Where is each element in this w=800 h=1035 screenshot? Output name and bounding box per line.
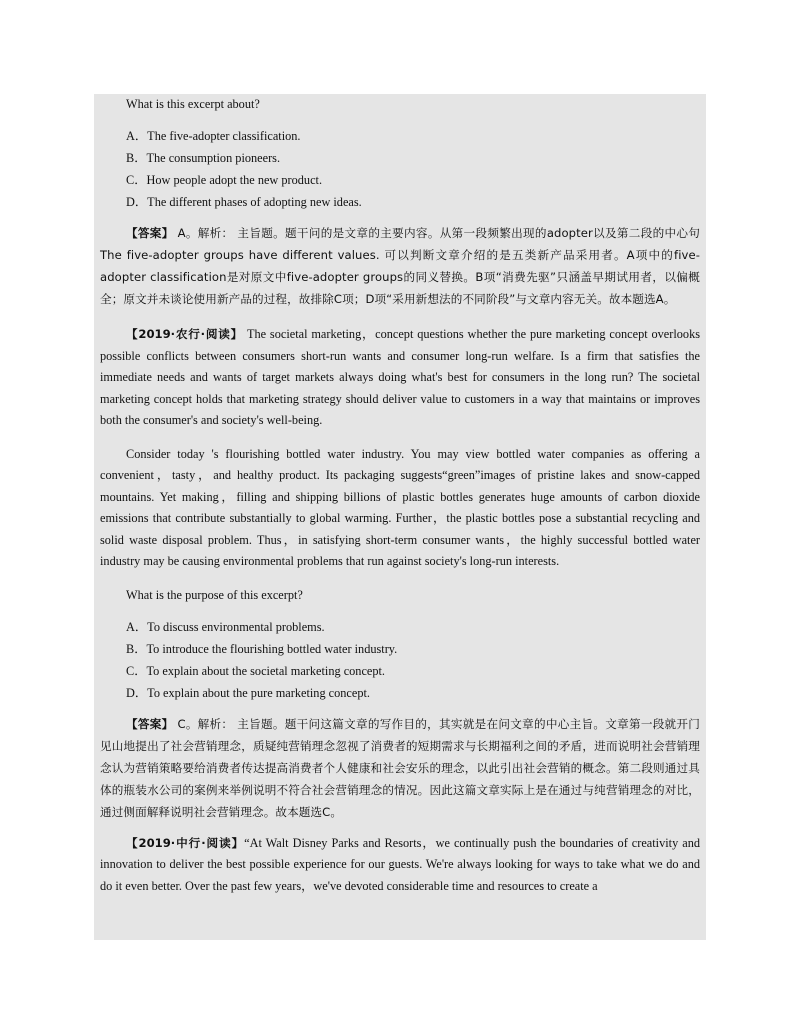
q1-option-d: D．The different phases of adopting new ideas. <box>126 195 362 209</box>
q1-answer-text: A。解析： 主旨题。题干问的是文章的主要内容。从第一段频繁出现的adopter以及第二段的中心句The five-adopter groups have different values. 可以判断文章介绍的是五类新产品采用者。A项中的five-adopter classification是对原文中five-adopter groups的同义替换。B项“消费先驱”只涵盖早期试用者，以偏概全；原文并未谈论使用新产品的过程，故排除C项；D项“采用新想法的不同阶段”与文章内容无关。故本题选A。 <box>100 226 700 306</box>
q2-option-b: B．To introduce the flourishing bottled water industry. <box>126 641 398 656</box>
q2-options <box>100 616 700 704</box>
q1-answer <box>100 222 700 310</box>
passage3-body: “At Walt Disney Parks and Resorts，we continually push the boundaries of creativity and innovation to deliver the best possible experience for our guests. We're always looking for ways to take what we do and do it even better. Over the past few years，we've devoted considerable time and resources to create a <box>100 835 700 893</box>
document-panel <box>94 94 706 940</box>
q2-answer-text: C。解析： 主旨题。题干问这篇文章的写作目的，其实就是在问文章的中心主旨。文章第一段就开门见山地提出了社会营销理念，质疑纯营销理念忽视了消费者的短期需求与长期福利之间的矛盾，进而说明社会营销理念认为营销策略要给消费者传达提高消费者个人健康和社会安乐的理念，以此引出社会营销的概念。第二段则通过具体的瓶装水公司的案例来举例说明不符合社会营销理念的情况。因此这篇文章实际上是在通过与纯营销理念的对比，通过侧面解释说明社会营销理念。故本题选C。 <box>100 716 700 819</box>
q2-option-a: A．To discuss environmental problems. <box>126 619 325 634</box>
q2-option-d: D．To explain about the pure marketing concept. <box>126 685 370 700</box>
q1-option-b: B．The consumption pioneers. <box>126 151 281 165</box>
q2-answer <box>100 713 700 823</box>
passage2-para1 <box>100 324 700 432</box>
q1-option-a: A．The five-adopter classification. <box>126 129 301 143</box>
passage2-para1-text: The societal marketing，concept questions whether the pure marketing concept overlooks possible conflicts between consumers short-run wants and consumer long-run welfare. Is a firm that satisfies the immediate needs and wants of target markets always doing what's best for consumers in the long run? The societal marketing concept holds that marketing strategy should deliver value to customers in a way that maintains or improves both the consumer's and society's well-being. <box>100 327 701 427</box>
q1-options <box>100 125 700 213</box>
q1-answer-tag: 【答案】 <box>126 226 174 240</box>
passage3-tag: 【2019·中行·阅读】 <box>126 835 245 850</box>
passage3-text <box>100 833 700 898</box>
passage2-tag: 【2019·农行·阅读】 <box>126 327 244 341</box>
q2-question: What is the purpose of this excerpt? <box>126 587 303 602</box>
q1-question: What is this excerpt about? <box>126 97 260 111</box>
q2-answer-tag: 【答案】 <box>126 716 174 731</box>
passage2-para2: Consider today 's flourishing bottled water industry. You may view bottled water companies as offering a convenient，tasty，and healthy product. Its packaging suggests“green”images of pristine lakes and snow-capped mountains. Yet making，filling and shipping billions of plastic bottles generates huge amounts of carbon dioxide emissions that contribute substantially to global warming. Further，the plastic bottles pose a substantial recycling and solid waste disposal problem. Thus，in satisfying short-term consumer wants，the highly successful bottled water industry may be causing environmental problems that run against society's long-run interests. <box>100 446 700 568</box>
q2-option-c: C．To explain about the societal marketing concept. <box>126 663 386 678</box>
q1-option-c: C．How people adopt the new product. <box>126 173 323 187</box>
